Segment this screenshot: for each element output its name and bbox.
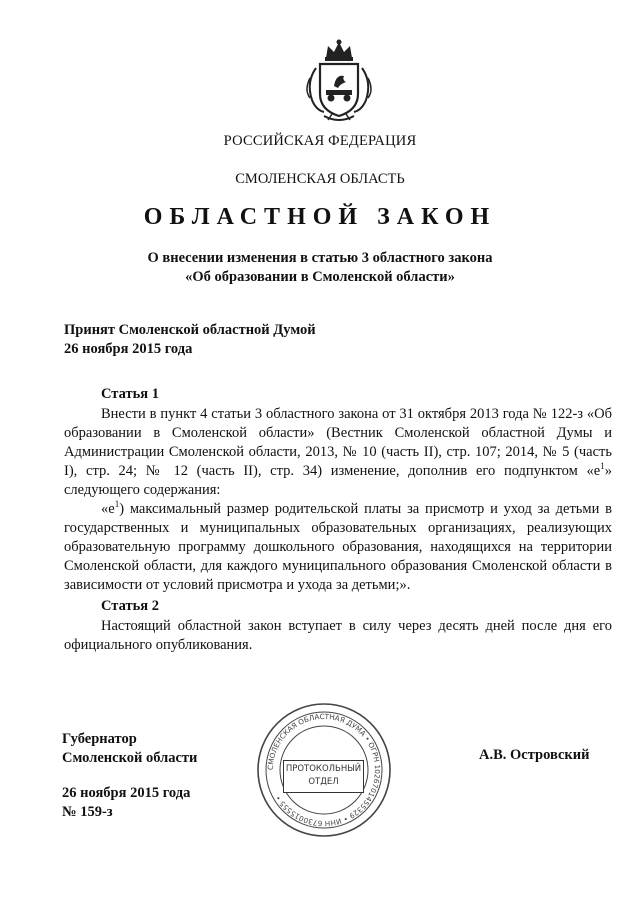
article-1-paragraph-2: «$е^1$) максимальный размер родительской платы за присмотр и уход за детьми в государственных и муниципальных образовательных организациях, реализующих образовательную программу дошкольного образования, находящихся на территории Смоленской области, для каждого муниципального образования Смоленской области в зависимости от условий присмотра и ухода за детьми;». <box>64 499 612 593</box>
governor-position <box>62 730 197 768</box>
article-2-paragraph: Настоящий областной закон вступает в силу через десять дней после дня его официального опубликования. <box>64 618 612 653</box>
region-heading: СМОЛЕНСКАЯ ОБЛАСТЬ <box>235 171 405 187</box>
law-number: № 159-з <box>62 804 113 820</box>
article-1-paragraph-1: Внести в пункт 4 статьи 3 областного закона от 31 октября 2013 года № 122-з «Об образовании в Смоленской области» (Вестник Смоленской областной Думы и Администрации Смоленской области, 2013, № 10 (часть II), стр. 107; 2014, № 5 (часть I), стр. 24; № 12 (часть II), стр. 34) изменение, дополнив его подпунктом «$е^1$» следующего содержания: <box>64 406 612 498</box>
law-subtitle <box>0 249 640 287</box>
country-heading: РОССИЙСКАЯ ФЕДЕРАЦИЯ <box>223 133 417 149</box>
seal-inner-line-1: ПРОТОКОЛЬНЫЙ <box>285 764 362 774</box>
seal-ring-text: СМОЛЕНСКАЯ ОБЛАСТНАЯ ДУМА • ОГРН 1026701455329 • ИНН 6730015555 • <box>265 711 383 829</box>
subtitle-line-1: О внесении изменения в статью 3 областного закона <box>147 250 493 266</box>
article-2-body <box>64 617 612 655</box>
governor-region: Смоленской области <box>62 750 198 766</box>
adoption-body: Принят Смоленской областной Думой <box>64 322 316 338</box>
signatory-name: А.В. Островский <box>479 747 590 763</box>
coat-of-arms-emblem <box>298 38 380 126</box>
signing-date: 26 ноября 2015 года <box>62 785 191 801</box>
document-type-title: ОБЛАСТНОЙ ЗАКОН <box>143 204 497 230</box>
article-1-body <box>64 405 612 595</box>
article-2-heading: Статья 2 <box>101 598 159 614</box>
seal-inner-line-2: ОТДЕЛ <box>308 777 339 787</box>
signing-block <box>62 784 190 822</box>
adoption-block <box>64 321 316 359</box>
article-1-heading: Статья 1 <box>101 386 159 402</box>
seal-inner-label <box>283 760 364 793</box>
subtitle-line-2: «Об образовании в Смоленской области» <box>185 269 455 285</box>
adoption-date: 26 ноября 2015 года <box>64 341 193 357</box>
governor-title: Губернатор <box>62 731 137 747</box>
